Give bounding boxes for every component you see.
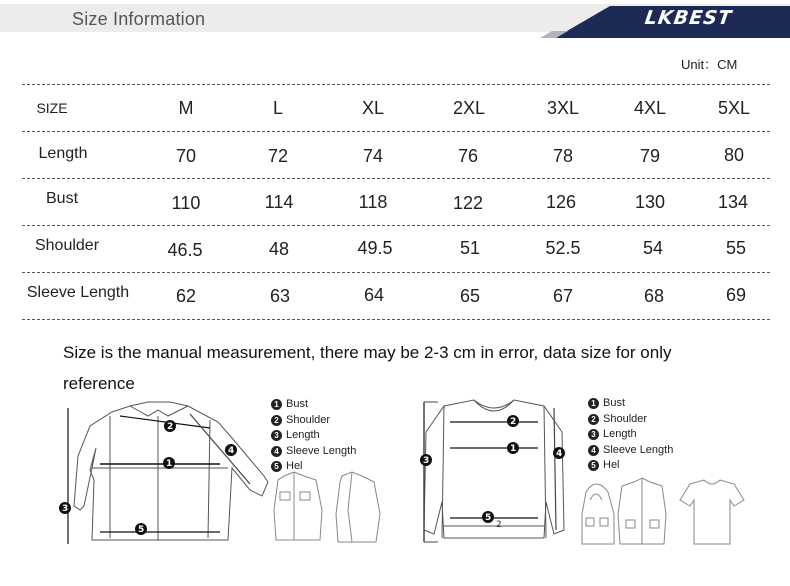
table-cell: 54: [642, 238, 664, 258]
legend-number: 2: [588, 414, 599, 425]
legend-number: 4: [588, 445, 599, 456]
svg-text:4: 4: [556, 449, 563, 459]
header-title: Size Information: [72, 9, 206, 29]
jacket-sketches: [262, 470, 392, 550]
size-header: 5XL: [717, 98, 751, 118]
table-cell: 68: [643, 286, 665, 306]
size-header: 2XL: [452, 98, 486, 118]
brand-logo: LKBEST: [643, 7, 734, 29]
legend-number: 5: [588, 460, 599, 471]
legend-label: Sleeve Length: [286, 444, 357, 457]
table-cell: 65: [459, 286, 481, 306]
size-header: M: [178, 98, 194, 118]
table-cell: 76: [457, 146, 479, 166]
size-header: 4XL: [633, 98, 667, 118]
size-table: [22, 84, 770, 320]
legend-item: [588, 396, 673, 412]
row-label: Sleeve Length: [26, 284, 130, 301]
svg-text:5: 5: [485, 513, 492, 523]
table-cell: 64: [363, 285, 385, 305]
legend-item: [588, 443, 673, 459]
row-label: Bust: [45, 190, 79, 207]
table-cell: 49.5: [357, 238, 393, 258]
legend-number: 1: [271, 399, 282, 410]
row-label: Shoulder: [34, 237, 100, 254]
table-cell: 52.5: [545, 238, 581, 258]
legend-item: [588, 427, 673, 443]
table-cell: 46.5: [167, 240, 203, 260]
legend-item: [271, 413, 356, 429]
table-cell: 48: [268, 239, 290, 259]
svg-text:2: 2: [510, 417, 517, 427]
legend-number: 3: [271, 430, 282, 441]
shirt-measurement-diagram: [50, 398, 280, 558]
table-row: [22, 178, 770, 225]
table-cell: 78: [552, 146, 574, 166]
table-cell: 67: [552, 286, 574, 306]
legend-item: [271, 428, 356, 444]
legend-label: Bust: [286, 398, 309, 410]
svg-text:5: 5: [138, 525, 145, 535]
legend-number: 3: [588, 429, 599, 440]
legend-item: [271, 444, 356, 460]
table-cell: 80: [723, 145, 745, 165]
size-header: XL: [361, 98, 385, 118]
legend-number: 4: [271, 446, 282, 457]
row-label: Length: [38, 145, 88, 162]
legend-right: [588, 396, 673, 474]
size-header: L: [272, 98, 284, 118]
table-corner: SIZE: [36, 100, 68, 116]
table-cell: 72: [267, 146, 289, 166]
table-cell: 51: [459, 238, 481, 258]
table-header-row: [22, 84, 770, 131]
svg-text:4: 4: [228, 446, 235, 456]
legend-label: Shoulder: [286, 413, 331, 426]
legend-number: 1: [588, 398, 599, 409]
sweater-measurement-diagram: [414, 392, 584, 552]
table-cell: 62: [175, 286, 197, 306]
table-cell: 130: [634, 192, 666, 212]
legend-item: [588, 412, 673, 428]
size-header: 3XL: [546, 98, 580, 118]
legend-label: Sleeve Length: [603, 443, 674, 456]
table-cell: 126: [545, 192, 577, 212]
legend-left: [271, 397, 356, 475]
header-banner: [0, 0, 790, 38]
table-cell: 74: [362, 146, 384, 166]
table-cell: 55: [725, 238, 747, 258]
table-row: [22, 225, 770, 272]
table-cell: 114: [264, 192, 294, 212]
legend-label: Hel: [603, 459, 620, 471]
table-cell: 63: [269, 286, 291, 306]
table-row: [22, 272, 770, 320]
measurement-note: Size is the manual measurement, there may be 2-3 cm in error, data size for only reference: [63, 343, 672, 393]
figure-extra-label: 2: [496, 520, 502, 530]
table-cell: 110: [171, 193, 201, 213]
legend-label: Shoulder: [603, 412, 648, 425]
table-cell: 79: [639, 146, 661, 166]
svg-text:3: 3: [423, 456, 430, 466]
table-cell: 118: [358, 192, 388, 212]
unit-label: Unit：CM: [681, 57, 738, 72]
svg-text:1: 1: [166, 459, 173, 469]
legend-label: Length: [603, 428, 637, 440]
table-cell: 122: [452, 193, 484, 213]
legend-label: Bust: [603, 397, 626, 409]
svg-text:3: 3: [62, 504, 69, 514]
svg-text:2: 2: [167, 422, 174, 432]
legend-number: 2: [271, 415, 282, 426]
svg-text:1: 1: [510, 444, 517, 454]
legend-number: 5: [271, 461, 282, 472]
legend-label: Length: [286, 429, 320, 441]
table-cell: 70: [175, 146, 197, 166]
legend-item: [271, 397, 356, 413]
table-row: [22, 131, 770, 178]
table-cell: 69: [725, 285, 747, 305]
legend-item: [588, 458, 673, 474]
garment-sketches: [578, 474, 768, 554]
table-cell: 134: [717, 192, 749, 212]
legend-label: Hel: [286, 460, 303, 472]
